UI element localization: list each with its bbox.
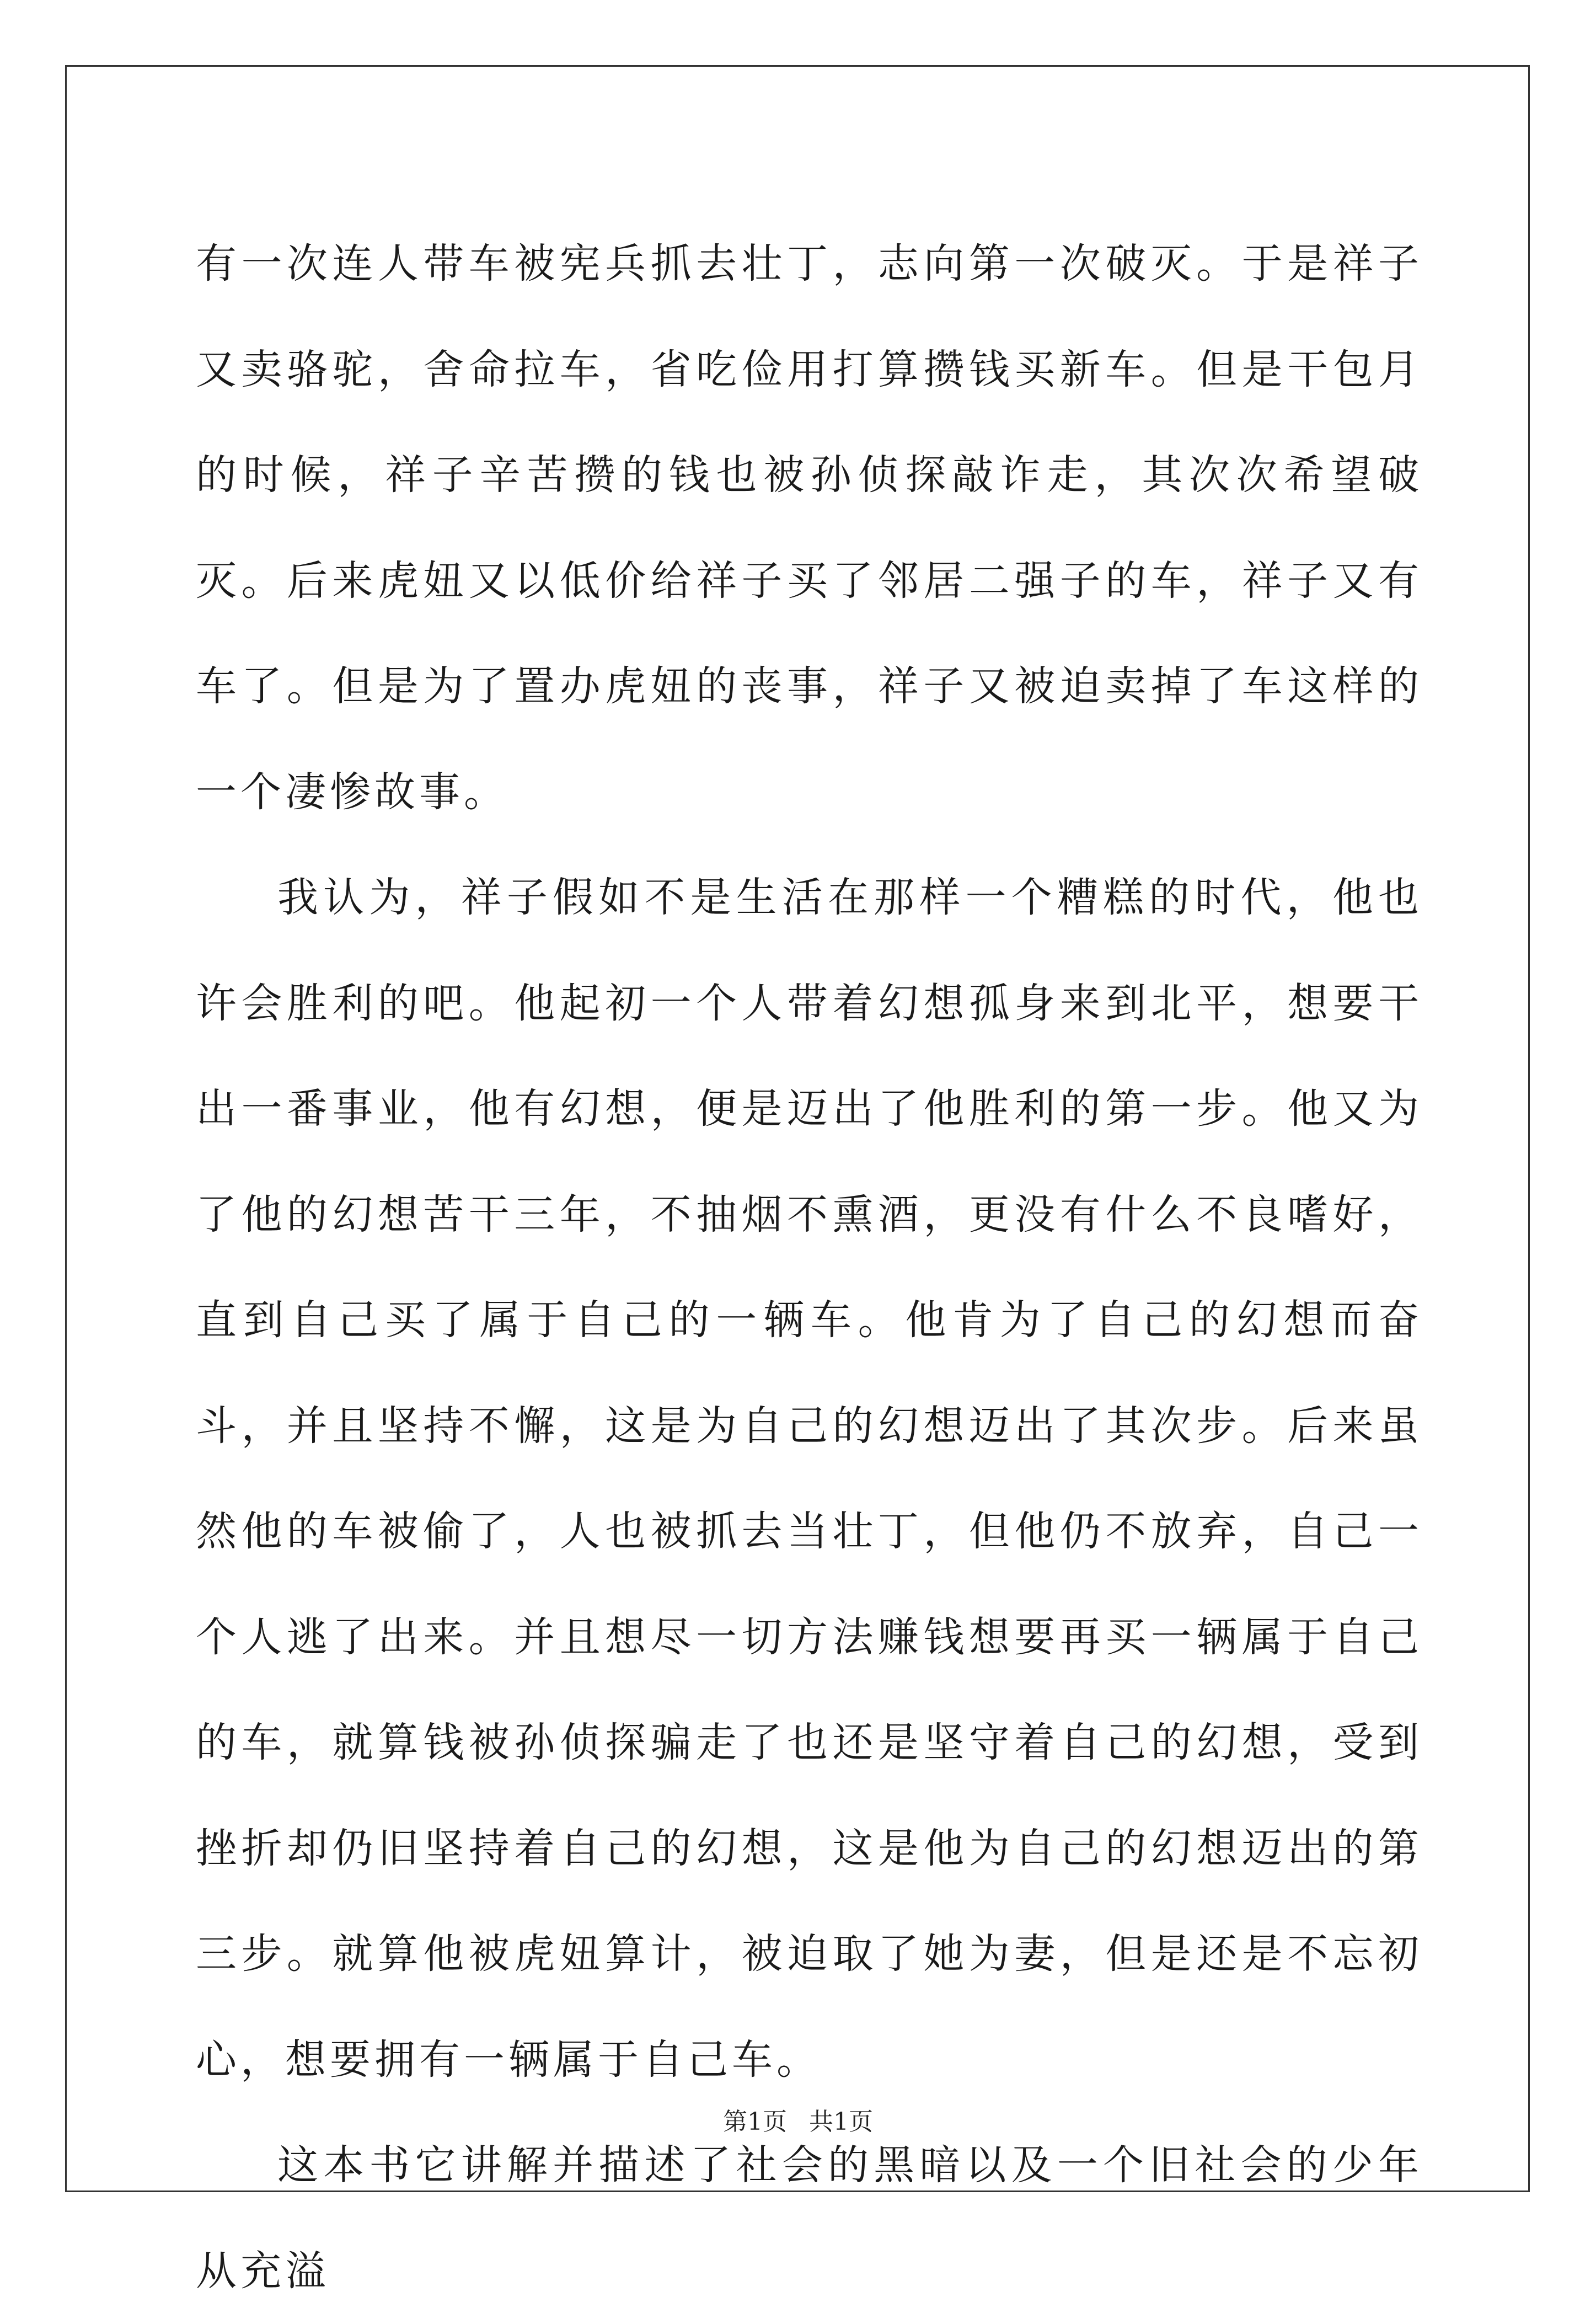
page-number-total: 共1页 (809, 2108, 873, 2136)
page-number-current: 第1页 (723, 2108, 787, 2136)
paragraph-3: 这本书它讲解并描述了社会的黑暗以及一个旧社会的少年从充溢 (196, 2141, 1423, 2295)
paragraph-2: 我认为，祥子假如不是生活在那样一个糟糕的时代，他也许会胜利的吧。他起初一个人带着幻想孤身来到北平，想要干出一番事业，他有幻想，便是迈出了他胜利的第一步。他又为了他的幻想苦干三年，不抽烟不熏酒，更没有什么不良嗜好，直到自己买了属于自己的一辆车。他肯为了自己的幻想而奋斗，并且坚持不懈，这是为自己的幻想迈出了其次步。后来虽然他的车被偷了，人也被抓去当壮丁，但他仍不放弃，自己一个人逃了出来。并且想尽一切方法赚钱想要再买一辆属于自己的车，就算钱被孙侦探骗走了也还是坚守着自己的幻想，受到挫折却仍旧坚持着自己的幻想，这是他为自己的幻想迈出的第三步。就算他被虎妞算计，被迫取了她为妻，但是还是不忘初心，想要拥有一辆属于自己车。 (196, 874, 1423, 2083)
paragraph-1: 有一次连人带车被宪兵抓去壮丁，志向第一次破灭。于是祥子又卖骆驼，舍命拉车，省吃俭用打算攒钱买新车。但是干包月的时候，祥子辛苦攒的钱也被孙侦探敲诈走，其次次希望破灭。后来虎妞又以低价给祥子买了邻居二强子的车，祥子又有车了。但是为了置办虎妞的丧事，祥子又被迫卖掉了车这样的一个凄惨故事。 (196, 240, 1423, 816)
document-body (196, 211, 1423, 2324)
page-footer (0, 2106, 1596, 2139)
